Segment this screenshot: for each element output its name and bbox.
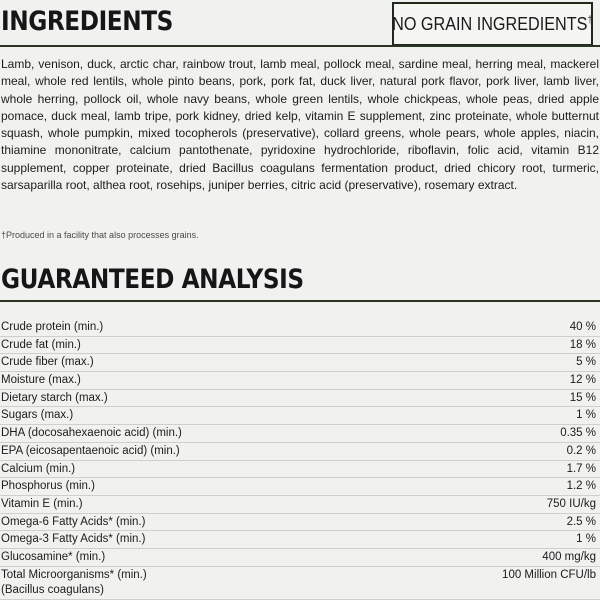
analysis-row: [0, 425, 600, 443]
analysis-row-name: Crude fat (min.): [1, 338, 81, 351]
analysis-row-name: Vitamin E (min.): [1, 497, 83, 510]
no-grain-badge: [392, 2, 593, 46]
analysis-divider: [0, 300, 600, 302]
analysis-row: [0, 478, 600, 496]
no-grain-badge-label: NO GRAIN INGREDIENTS†: [392, 13, 593, 34]
analysis-row-name: Omega-3 Fatty Acids* (min.): [1, 533, 146, 546]
analysis-row: [0, 354, 600, 372]
analysis-row-name: Crude protein (min.): [1, 321, 104, 333]
analysis-row-value: 0.2 %: [566, 444, 596, 457]
analysis-row-name: Calcium (min.): [1, 462, 76, 475]
analysis-row-name: Phosphorus (min.): [1, 480, 95, 493]
analysis-row-value: 1.2 %: [566, 480, 596, 493]
analysis-row: [0, 407, 600, 425]
analysis-row: [0, 461, 600, 479]
analysis-row-name: Omega-6 Fatty Acids* (min.): [1, 515, 146, 528]
analysis-row-value: 100 Million CFU/lb: [502, 568, 596, 581]
guaranteed-analysis-heading: GUARANTEED ANALYSIS: [1, 264, 304, 295]
analysis-row-name: DHA (docosahexaenoic acid) (min.): [1, 427, 182, 440]
analysis-row-value: 2.5 %: [566, 515, 596, 528]
analysis-row-value: 400 mg/kg: [542, 550, 596, 563]
analysis-row: [0, 549, 600, 567]
guaranteed-analysis-table: [0, 319, 600, 600]
analysis-row-value: 1.7 %: [566, 462, 596, 475]
ingredients-heading: INGREDIENTS: [1, 6, 173, 37]
analysis-row: [0, 319, 600, 337]
analysis-row-value: 0.35 %: [560, 427, 596, 440]
analysis-row: [0, 496, 600, 514]
analysis-row-name: EPA (eicosapentaenoic acid) (min.): [1, 444, 180, 457]
analysis-row-name: Total Microorganisms* (min.) (Bacillus coagulans): [1, 568, 147, 596]
analysis-row-value: 1 %: [576, 533, 596, 546]
dagger-mark: †: [587, 14, 593, 26]
analysis-row-value: 40 %: [569, 321, 596, 333]
analysis-row-value: 15 %: [569, 391, 596, 404]
analysis-row-value: 5 %: [576, 356, 596, 369]
analysis-row-name: Dietary starch (max.): [1, 391, 108, 404]
grain-facility-footnote: †Produced in a facility that also processes grains.: [1, 230, 199, 240]
analysis-row: [0, 567, 600, 600]
analysis-row: [0, 443, 600, 461]
analysis-row-name: Sugars (max.): [1, 409, 74, 422]
analysis-row-value: 750 IU/kg: [546, 497, 596, 510]
analysis-row-name: Glucosamine* (min.): [1, 550, 106, 563]
analysis-row: [0, 390, 600, 408]
analysis-row: [0, 372, 600, 390]
analysis-row: [0, 337, 600, 355]
analysis-row: [0, 531, 600, 549]
analysis-row-value: 18 %: [569, 338, 596, 351]
ingredients-list: Lamb, venison, duck, arctic char, rainbow trout, lamb meal, pollock meal, sardine meal, herring meal, mackerel meal, whole red lentils, whole pinto beans, pork, pork fat, duck liver, natural pork flavor, pork liver, lamb liver, whole herring, pollock oil, whole navy beans, whole green lentils, whole chickpeas, whole peas, dried apple pomace, duck meal, lamb tripe, pork kidney, dried kelp, vitamin E supplement, zinc proteinate, whole butternut squash, whole pumpkin, mixed tocopherols (preservative), collard greens, whole pears, whole apples, niacin, thiamine mononitrate, calcium pantothenate, pyridoxine hydrochloride, riboflavin, folic acid, vitamin B12 supplement, copper proteinate, dried Bacillus coagulans fermentation product, dried chicory root, turmeric, sarsaparilla root, althea root, rosehips, juniper berries, citric acid (preservative), rosemary extract.: [1, 57, 599, 193]
analysis-row-value: 1 %: [576, 409, 596, 422]
ingredients-divider: [0, 45, 600, 47]
analysis-row: [0, 514, 600, 532]
analysis-row-name: Crude fiber (max.): [1, 356, 94, 369]
analysis-row-name: Moisture (max.): [1, 374, 81, 387]
analysis-row-value: 12 %: [569, 374, 596, 387]
